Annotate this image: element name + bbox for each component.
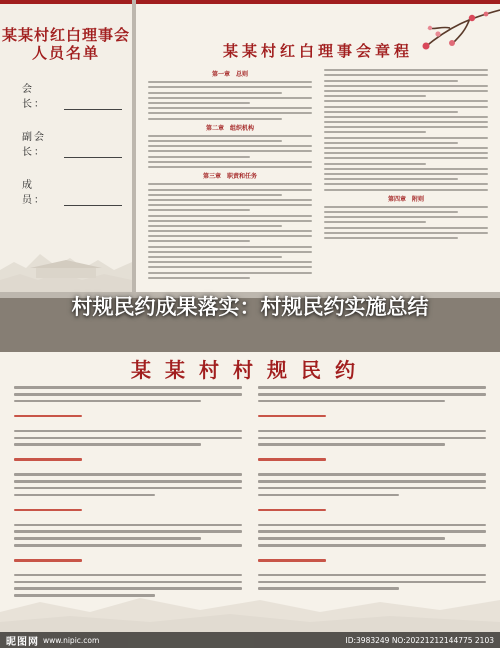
charter-poster bbox=[136, 0, 500, 292]
field-vice-president-label: 副会长： bbox=[22, 132, 46, 158]
field-president-label: 会 长： bbox=[22, 84, 46, 110]
image-id: ID:3983249 NO:20221212144775 2103 bbox=[345, 635, 494, 645]
charter-body bbox=[148, 66, 488, 282]
charter-column-left bbox=[148, 66, 312, 282]
mountain-decoration bbox=[0, 232, 132, 292]
field-vice-president bbox=[22, 128, 132, 158]
article-headline: 村规民约成果落实：村规民约实施总结 bbox=[71, 295, 429, 319]
charter-title: 某某村红白理事会章程 bbox=[222, 42, 413, 60]
member-list-title-1: 某某村红白理事会 bbox=[1, 26, 130, 44]
field-president bbox=[22, 80, 132, 110]
plum-blossom-decoration bbox=[390, 4, 500, 74]
rules-column-right bbox=[258, 382, 486, 602]
field-members-label: 成 员： bbox=[22, 180, 46, 206]
village-rules-poster bbox=[0, 352, 500, 632]
member-list-poster bbox=[0, 0, 132, 292]
village-rules-title: 某某村村规民约 bbox=[131, 358, 369, 382]
chapter-heading: 第四章 附则 bbox=[387, 195, 424, 203]
charter-column-right bbox=[324, 66, 488, 282]
field-vice-president-line bbox=[64, 148, 122, 158]
field-president-line bbox=[64, 100, 122, 110]
watermark-left bbox=[6, 633, 99, 648]
rules-column-left bbox=[14, 382, 242, 602]
field-members-line bbox=[64, 196, 122, 206]
watermark-bar bbox=[0, 632, 500, 648]
chapter-heading: 第二章 组织机构 bbox=[205, 124, 254, 132]
field-members bbox=[22, 176, 132, 206]
chapter-heading: 第三章 职责和任务 bbox=[202, 173, 257, 181]
chapter-heading: 第一章 总则 bbox=[211, 71, 248, 78]
site-url: www.nipic.com bbox=[43, 635, 100, 645]
mountain-decoration bbox=[0, 572, 500, 632]
site-logo: 昵图网 bbox=[6, 636, 39, 648]
village-rules-body bbox=[14, 382, 486, 602]
member-list-title-2: 人员名单 bbox=[31, 44, 100, 62]
